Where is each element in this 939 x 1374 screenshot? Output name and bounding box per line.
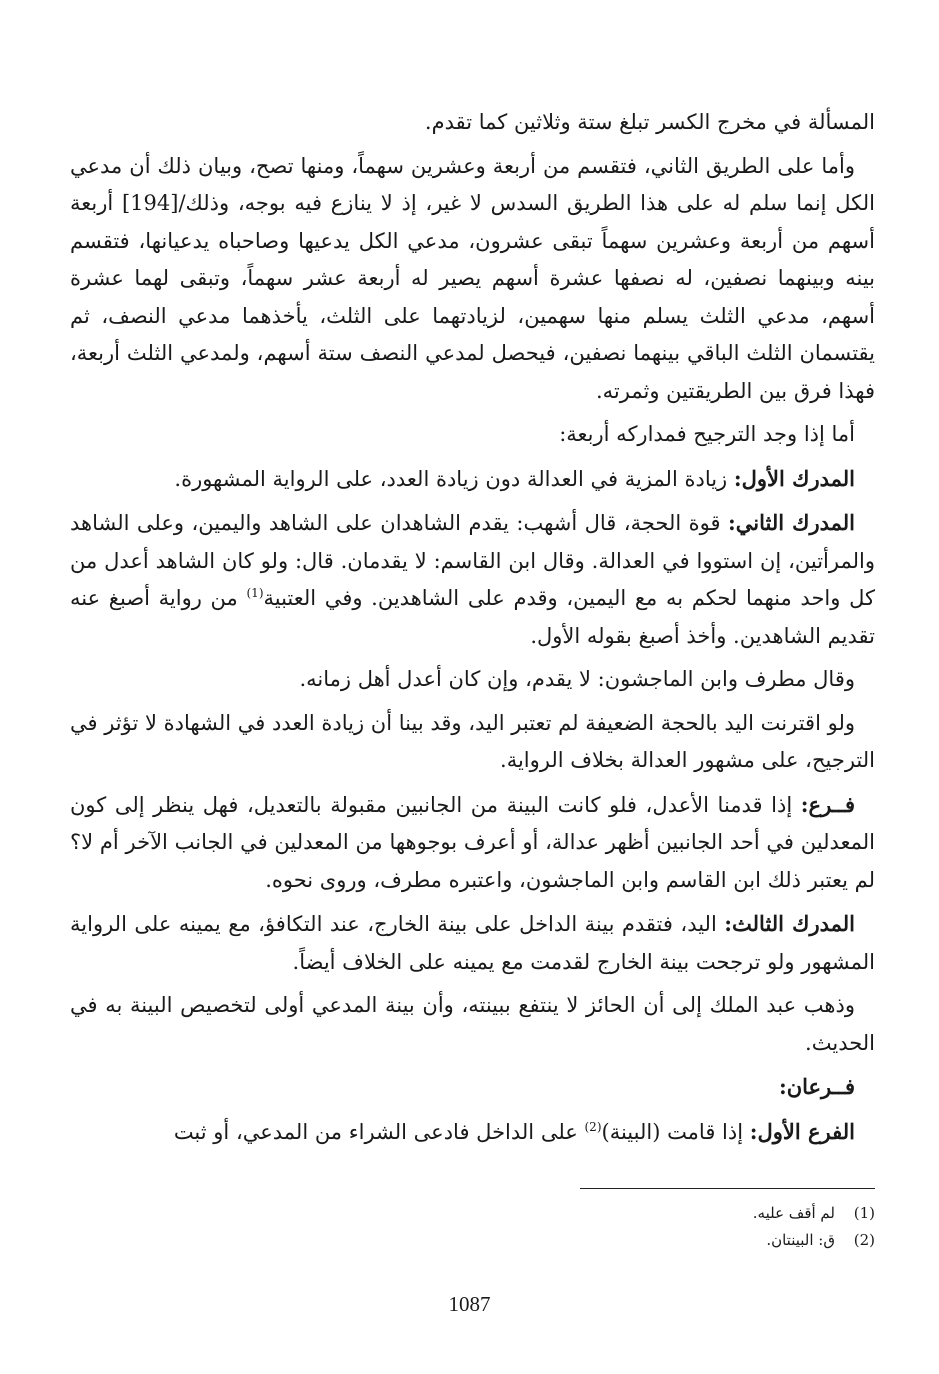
section-heading: فــرعان: xyxy=(778,1074,855,1099)
paragraph-4 xyxy=(70,460,875,499)
paragraph-text: من رواية أصبغ عنه تقديم الشاهدين. وأخذ أصبغ بقوله الأول. xyxy=(70,586,875,648)
footnote-number: (1) xyxy=(853,1204,875,1222)
heading-term: المدرك الثالث: xyxy=(724,911,855,936)
paragraph-text: قوة الحجة، قال أشهب: يقدم الشاهدان على الشاهد واليمين، وعلى الشاهد والمرأتين، إن استووا في العدالة. وقال ابن القاسم: لا يقدمان. قال: ولو كان الشاهد أعدل من كل واحد منهما لحكم به مع اليمين، وقدم على الشاهدين. وفي العتبية xyxy=(70,511,875,610)
footnote-text: لم أقف عليه. xyxy=(752,1204,835,1222)
heading-term: فــرع: xyxy=(800,791,855,817)
footnotes xyxy=(70,1200,875,1254)
heading-term: المدرك الأول: xyxy=(733,465,855,491)
paragraph-text: زيادة المزية في العدالة دون زيادة العدد، على الرواية المشهورة. xyxy=(174,466,734,491)
paragraph-text: اليد، فتقدم بينة الداخل على بينة الخارج، عند التكافؤ، مع يمينه على الرواية المشهور ولو ترجحت بينة الخارج لقدمت مع يمينه على الخلاف أيضاً. xyxy=(70,912,875,974)
paragraph-1 xyxy=(70,104,875,142)
paragraph-text: وقال مطرف وابن الماجشون: لا يقدم، وإن كان أعدل أهل زمانه. xyxy=(299,667,855,691)
heading-term: المدرك الثاني: xyxy=(727,510,855,535)
paragraph-11 xyxy=(70,1068,875,1107)
paragraph-text: وذهب عبد الملك إلى أن الحائز لا ينتفع ببينته، وأن بينة المدعي أولى لتخصيص البينة به في الحديث. xyxy=(70,993,875,1055)
paragraph-7 xyxy=(70,705,875,780)
paragraph-text: إذا قدمنا الأعدل، فلو كانت البينة من الجانبين مقبولة بالتعديل، فهل ينظر إلى كون المعدلين في أحد الجانبين أظهر عدالة، أو أعرف بوجوهها من المعدلين في الجانب الآخر أم لا؟ لم يعتبر ذلك ابن القاسم وابن الماجشون، واعتبره مطرف، وروى نحوه. xyxy=(70,792,875,892)
paragraph-12 xyxy=(70,1113,875,1152)
paragraph-5 xyxy=(70,504,875,655)
paragraph-text: إذا قامت (البينة) xyxy=(601,1119,750,1144)
paragraph-8 xyxy=(70,786,875,900)
footnote-ref[interactable]: (2) xyxy=(584,1119,602,1134)
paragraph-text: وأما على الطريق الثاني، فتقسم من أربعة وعشرين سهماً، ومنها تصح، وبيان ذلك أن مدعي الكل إنما سلم له على هذا الطريق السدس لا غير، إذ لا ينازع فيه بوجه، وذلك/[194] أربعة أسهم من أربعة وعشرين سهماً تبقى عشرون، مدعي الكل يدعيها وصاحباه يدعيانها، فتقسم بينه وبينهما نصفين، له نصفها عشرة أسهم يصير له أربعة عشر سهماً، وتبقى لهما عشرة أسهم، مدعي الثلث يسلم منها سهمين، لزيادتهما على الثلث، يأخذهما مدعي النصف، ثم يقتسمان الثلث الباقي بينهما نصفين، فيحصل لمدعي النصف ستة أسهم، ولمدعي الثلث أربعة، فهذا فرق بين الطريقتين وثمرته. xyxy=(70,153,875,403)
paragraph-text: ولو اقترنت اليد بالحجة الضعيفة لم تعتبر اليد، وقد بينا أن زيادة العدد في الشهادة لا تؤثر في الترجيح، على مشهور العدالة بخلاف الرواية. xyxy=(70,710,875,772)
paragraph-9 xyxy=(70,905,875,981)
footnote-text: ق: البينتان. xyxy=(766,1231,835,1249)
footnote-item xyxy=(70,1200,875,1227)
paragraph-10 xyxy=(70,987,875,1062)
paragraph-text: أما إذا وجد الترجيح فمداركه أربعة: xyxy=(559,422,855,446)
paragraph-2 xyxy=(70,148,875,411)
main-text xyxy=(70,104,875,1157)
paragraph-3 xyxy=(70,416,875,454)
footnote-divider xyxy=(580,1188,875,1189)
paragraph-text: المسألة في مخرج الكسر تبلغ ستة وثلاثين كما تقدم. xyxy=(424,110,875,134)
paragraph-text: على الداخل فادعى الشراء من المدعي، أو ثبت xyxy=(173,1119,585,1144)
page-number: 1087 xyxy=(448,1292,491,1316)
footnote-number: (2) xyxy=(853,1231,875,1249)
paragraph-6 xyxy=(70,661,875,699)
heading-term: الفرع الأول: xyxy=(749,1118,855,1144)
footnote-item xyxy=(70,1227,875,1254)
footnote-ref[interactable]: (1) xyxy=(246,586,264,600)
